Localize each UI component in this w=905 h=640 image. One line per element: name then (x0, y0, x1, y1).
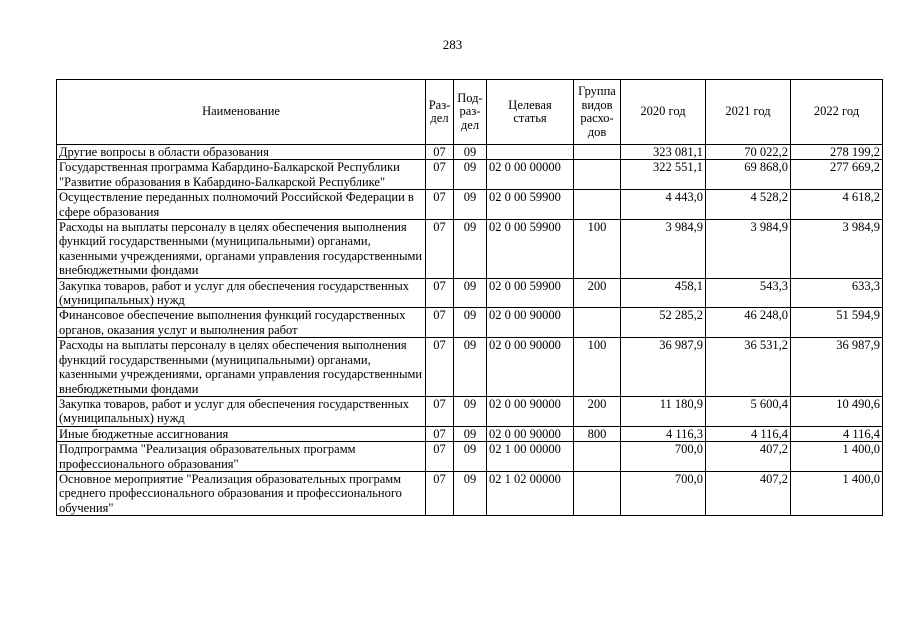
cell-2021: 407,2 (706, 471, 791, 515)
cell-2022: 10 490,6 (791, 396, 883, 426)
cell-target: 02 0 00 59900 (487, 220, 574, 279)
header-razdel-text: Раз- дел (428, 97, 451, 125)
header-podrazdel-text: Под- раз- дел (457, 90, 483, 132)
cell-razdel: 07 (426, 190, 454, 220)
cell-2020: 52 285,2 (621, 308, 706, 338)
cell-group (574, 160, 621, 190)
header-podrazdel (454, 80, 487, 145)
cell-2020: 323 081,1 (621, 145, 706, 160)
cell-2021: 407,2 (706, 442, 791, 472)
cell-group: 100 (574, 220, 621, 279)
table-row (57, 396, 883, 426)
cell-2021: 46 248,0 (706, 308, 791, 338)
cell-razdel: 07 (426, 338, 454, 397)
cell-podrazdel: 09 (454, 145, 487, 160)
table-row (57, 308, 883, 338)
cell-razdel: 07 (426, 145, 454, 160)
cell-razdel: 07 (426, 308, 454, 338)
cell-podrazdel: 09 (454, 308, 487, 338)
cell-name: Государственная программа Кабардино-Балкарской Республики "Развитие образования в Кабардино-Балкарской Республике" (57, 160, 426, 190)
header-group (574, 80, 621, 145)
cell-name: Закупка товаров, работ и услуг для обеспечения государственных (муниципальных) нужд (57, 278, 426, 308)
cell-name: Осуществление переданных полномочий Российской Федерации в сфере образования (57, 190, 426, 220)
cell-razdel: 07 (426, 160, 454, 190)
cell-2021: 543,3 (706, 278, 791, 308)
cell-podrazdel: 09 (454, 220, 487, 279)
header-group-text: Группа видов расхо- дов (578, 84, 616, 139)
table-row (57, 442, 883, 472)
cell-2021: 69 868,0 (706, 160, 791, 190)
cell-group (574, 442, 621, 472)
cell-name: Финансовое обеспечение выполнения функций государственных органов, оказания услуг и выполнения работ (57, 308, 426, 338)
cell-2021: 4 528,2 (706, 190, 791, 220)
table-row (57, 278, 883, 308)
cell-name: Другие вопросы в области образования (57, 145, 426, 160)
cell-2020: 11 180,9 (621, 396, 706, 426)
cell-2022: 4 116,4 (791, 426, 883, 441)
cell-name: Расходы на выплаты персоналу в целях обеспечения выполнения функций государственными (муниципальными) органами, казенными учреждениями, органами управления государственными внебюджетными фондами (57, 338, 426, 397)
cell-target: 02 0 00 90000 (487, 426, 574, 441)
cell-2021: 4 116,4 (706, 426, 791, 441)
cell-podrazdel: 09 (454, 190, 487, 220)
table-header-row (57, 80, 883, 145)
cell-target: 02 0 00 59900 (487, 190, 574, 220)
header-2022: 2022 год (791, 80, 883, 145)
cell-razdel: 07 (426, 426, 454, 441)
cell-target: 02 0 00 90000 (487, 396, 574, 426)
cell-name: Закупка товаров, работ и услуг для обеспечения государственных (муниципальных) нужд (57, 396, 426, 426)
budget-table (56, 79, 883, 516)
cell-podrazdel: 09 (454, 396, 487, 426)
cell-razdel: 07 (426, 396, 454, 426)
cell-name: Основное мероприятие "Реализация образовательных программ среднего профессионального образования и профессионального обучения" (57, 471, 426, 515)
cell-target (487, 145, 574, 160)
header-2020: 2020 год (621, 80, 706, 145)
cell-2022: 1 400,0 (791, 442, 883, 472)
cell-podrazdel: 09 (454, 426, 487, 441)
cell-2021: 3 984,9 (706, 220, 791, 279)
cell-razdel: 07 (426, 442, 454, 472)
cell-group: 200 (574, 278, 621, 308)
cell-target: 02 0 00 90000 (487, 308, 574, 338)
table-row (57, 471, 883, 515)
cell-2022: 51 594,9 (791, 308, 883, 338)
cell-name: Расходы на выплаты персоналу в целях обеспечения выполнения функций государственными (муниципальными) органами, казенными учреждениями, органами управления государственными внебюджетными фондами (57, 220, 426, 279)
cell-2020: 700,0 (621, 442, 706, 472)
cell-group (574, 145, 621, 160)
cell-group: 100 (574, 338, 621, 397)
cell-group (574, 471, 621, 515)
cell-2020: 700,0 (621, 471, 706, 515)
cell-target: 02 1 02 00000 (487, 471, 574, 515)
cell-podrazdel: 09 (454, 442, 487, 472)
cell-podrazdel: 09 (454, 471, 487, 515)
cell-target: 02 0 00 90000 (487, 338, 574, 397)
cell-2021: 70 022,2 (706, 145, 791, 160)
cell-2021: 5 600,4 (706, 396, 791, 426)
cell-2020: 4 443,0 (621, 190, 706, 220)
cell-target: 02 0 00 00000 (487, 160, 574, 190)
header-2021: 2021 год (706, 80, 791, 145)
cell-2022: 4 618,2 (791, 190, 883, 220)
table-row (57, 190, 883, 220)
cell-2020: 36 987,9 (621, 338, 706, 397)
cell-2022: 633,3 (791, 278, 883, 308)
header-target (487, 80, 574, 145)
cell-2020: 322 551,1 (621, 160, 706, 190)
cell-2022: 3 984,9 (791, 220, 883, 279)
cell-group (574, 190, 621, 220)
cell-razdel: 07 (426, 471, 454, 515)
page-number: 283 (442, 37, 463, 52)
table-row (57, 220, 883, 279)
table-row (57, 338, 883, 397)
cell-2022: 278 199,2 (791, 145, 883, 160)
cell-podrazdel: 09 (454, 160, 487, 190)
cell-group: 800 (574, 426, 621, 441)
cell-target: 02 1 00 00000 (487, 442, 574, 472)
table-row (57, 426, 883, 441)
cell-2022: 36 987,9 (791, 338, 883, 397)
header-target-text: Целевая статья (508, 97, 552, 125)
table-row (57, 160, 883, 190)
cell-2020: 458,1 (621, 278, 706, 308)
cell-group: 200 (574, 396, 621, 426)
cell-razdel: 07 (426, 278, 454, 308)
cell-2020: 3 984,9 (621, 220, 706, 279)
header-name: Наименование (57, 80, 426, 145)
cell-name: Иные бюджетные ассигнования (57, 426, 426, 441)
cell-2020: 4 116,3 (621, 426, 706, 441)
cell-podrazdel: 09 (454, 338, 487, 397)
cell-podrazdel: 09 (454, 278, 487, 308)
cell-razdel: 07 (426, 220, 454, 279)
header-razdel (426, 80, 454, 145)
cell-name: Подпрограмма "Реализация образовательных программ профессионального образования" (57, 442, 426, 472)
cell-2021: 36 531,2 (706, 338, 791, 397)
cell-2022: 1 400,0 (791, 471, 883, 515)
table-body (57, 145, 883, 516)
cell-group (574, 308, 621, 338)
cell-target: 02 0 00 59900 (487, 278, 574, 308)
cell-2022: 277 669,2 (791, 160, 883, 190)
table-row (57, 145, 883, 160)
